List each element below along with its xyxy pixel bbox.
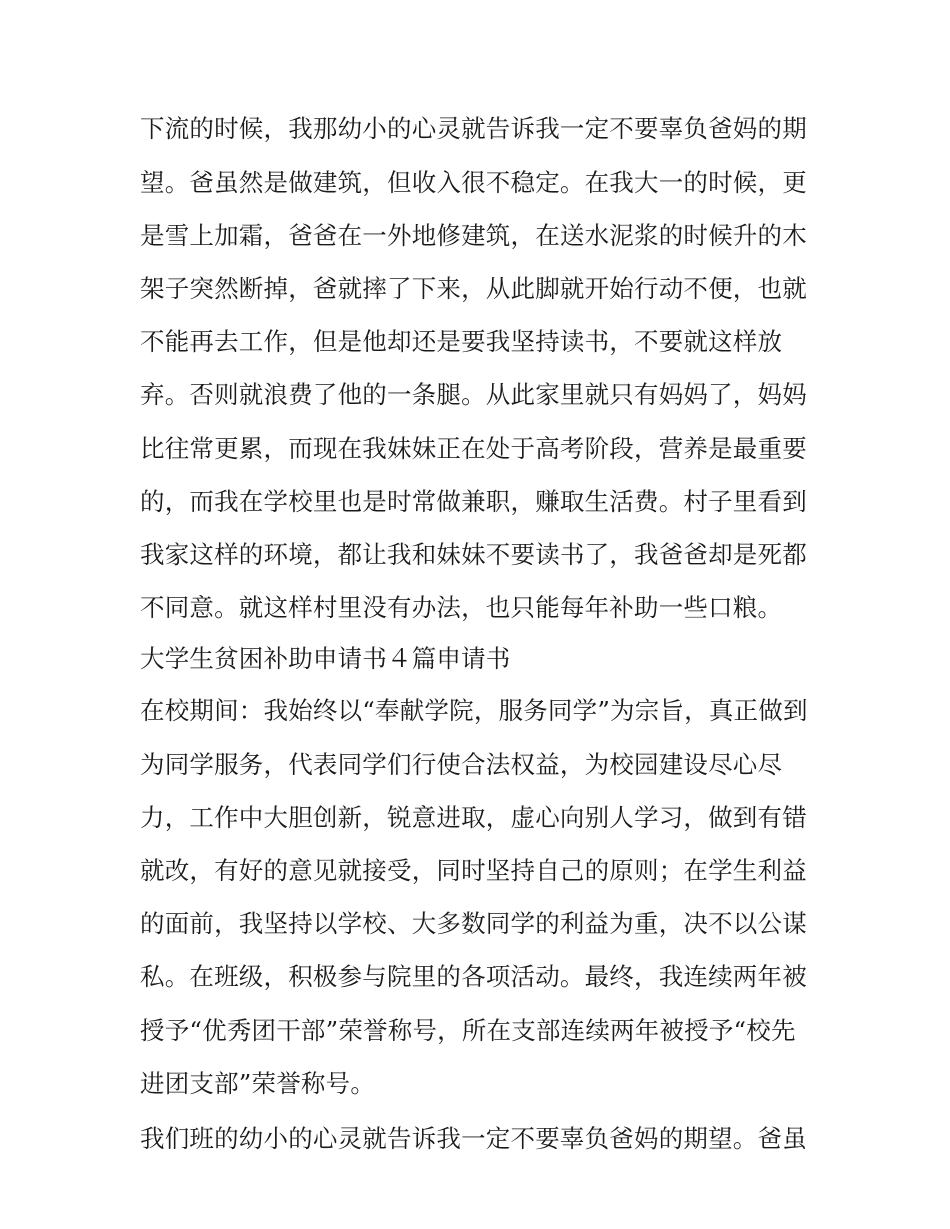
section-heading: 大学生贫困补助申请书４篇申请书 <box>140 644 511 673</box>
text-line: 不能再去工作，但是他却还是要我坚持读书，不要就这样放 <box>140 327 783 356</box>
text-line: 授予“优秀团干部”荣誉称号，所在支部连续两年被授予“校先 <box>140 1016 796 1045</box>
text-line: 下流的时候，我那幼小的心灵就告诉我一定不要辜负爸妈的期 <box>140 114 807 143</box>
text-line: 在校期间：我始终以“奉献学院，服务同学”为宗旨，真正做到 <box>140 696 808 725</box>
text-line: 力，工作中大胆创新，锐意进取，虚心向别人学习，做到有错 <box>140 803 807 832</box>
text-line: 不同意。就这样村里没有办法，也只能每年补助一些口粮。 <box>140 593 783 622</box>
text-line: 的，而我在学校里也是时常做兼职，赚取生活费。村子里看到 <box>140 487 807 516</box>
text-line: 进团支部”荣誉称号。 <box>140 1069 376 1098</box>
text-line: 架子突然断掉，爸就摔了下来，从此脚就开始行动不便，也就 <box>140 274 807 303</box>
text-line: 我们班的幼小的心灵就告诉我一定不要辜负爸妈的期望。爸虽 <box>140 1124 807 1153</box>
text-line: 为同学服务，代表同学们行使合法权益，为校园建设尽心尽 <box>140 750 783 779</box>
text-line: 我家这样的环境，都让我和妹妹不要读书了，我爸爸却是死都 <box>140 540 807 569</box>
text-line: 就改，有好的意见就接受，同时坚持自己的原则；在学生利益 <box>140 856 807 885</box>
text-line: 是雪上加霜，爸爸在一外地修建筑，在送水泥浆的时候升的木 <box>140 221 807 250</box>
text-line: 弃。否则就浪费了他的一条腿。从此家里就只有妈妈了，妈妈 <box>140 380 807 409</box>
text-line: 的面前，我坚持以学校、大多数同学的利益为重，决不以公谋 <box>140 909 807 938</box>
text-line: 私。在班级，积极参与院里的各项活动。最终，我连续两年被 <box>140 962 807 991</box>
text-line: 望。爸虽然是做建筑，但收入很不稳定。在我大一的时候，更 <box>140 168 807 197</box>
text-line: 比往常更累，而现在我妹妹正在处于高考阶段，营养是最重要 <box>140 434 807 463</box>
